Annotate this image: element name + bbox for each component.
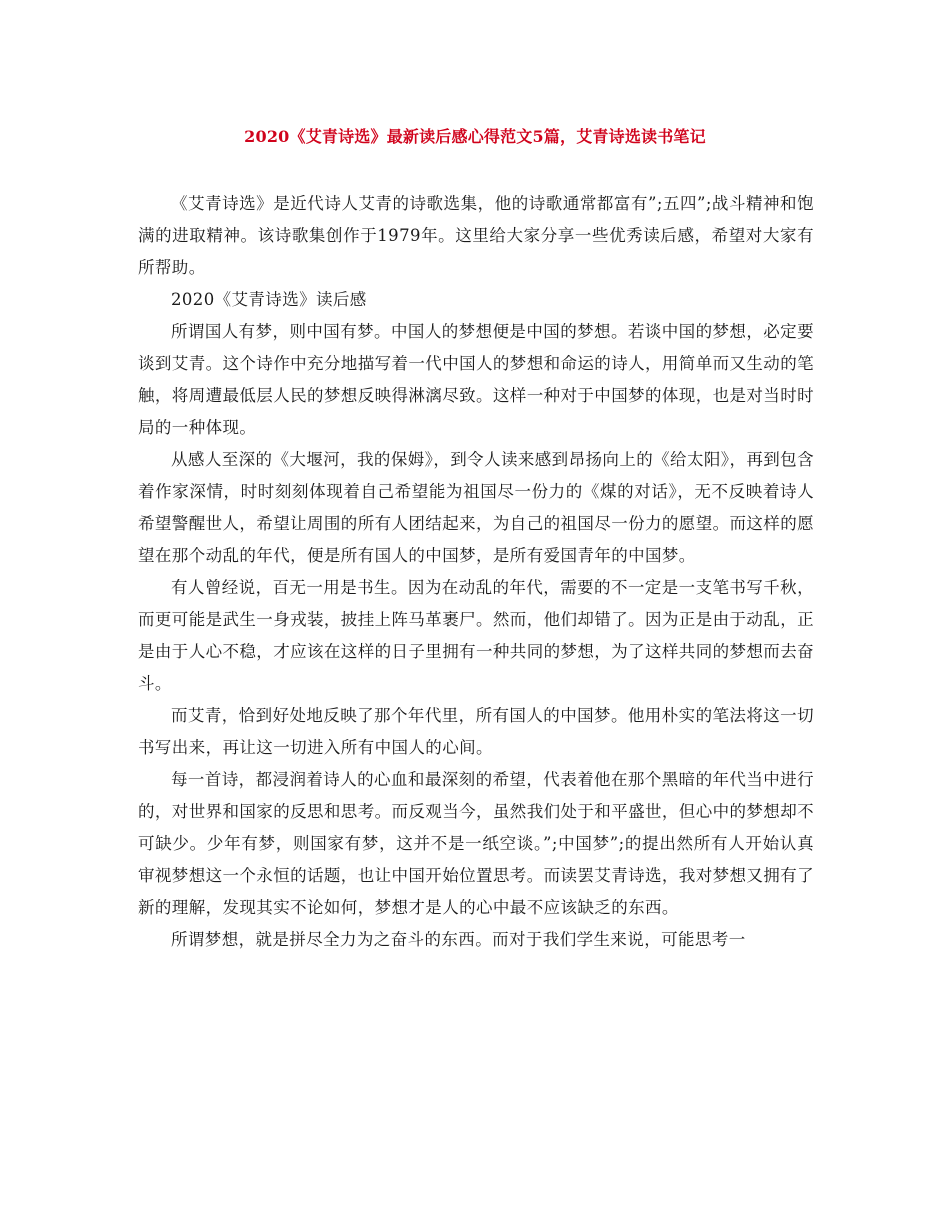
document-title: 2020《艾青诗选》最新读后感心得范文5篇，艾青诗选读书笔记: [244, 127, 706, 146]
section-heading: 2020《艾青诗选》读后感: [171, 290, 367, 309]
paragraph: 有人曾经说，百无一用是书生。因为在动乱的年代，需要的不一定是一支笔书写千秋，而更可能是武生一身戎装，披挂上阵马革裹尸。然而，他们却错了。因为正是由于动乱，正是由于人心不稳，才应该在这样的日子里拥有一种共同的梦想，为了这样共同的梦想而去奋斗。: [138, 578, 814, 693]
paragraph: 每一首诗，都浸润着诗人的心血和最深刻的希望，代表着他在那个黑暗的年代当中进行的，对世界和国家的反思和思考。而反观当今，虽然我们处于和平盛世，但心中的梦想却不可缺少。少年有梦，则国家有梦，这并不是一纸空谈。”;中国梦”;的提出然所有人开始认真审视梦想这一个永恒的话题，也让中国开始位置思考。而读罢艾青诗选，我对梦想又拥有了新的理解，发现其实不论如何，梦想才是人的心中最不应该缺乏的东西。: [138, 770, 814, 917]
paragraph: 所谓国人有梦，则中国有梦。中国人的梦想便是中国的梦想。若谈中国的梦想，必定要谈到艾青。这个诗作中充分地描写着一代中国人的梦想和命运的诗人，用简单而又生动的笔触，将周遭最低层人民的梦想反映得淋漓尽致。这样一种对于中国梦的体现，也是对当时时局的一种体现。: [138, 322, 814, 437]
document-body: [138, 188, 814, 956]
paragraph: 而艾青，恰到好处地反映了那个年代里，所有国人的中国梦。他用朴实的笔法将这一切书写出来，再让这一切进入所有中国人的心间。: [138, 706, 814, 757]
paragraph-truncated: 所谓梦想，就是拼尽全力为之奋斗的东西。而对于我们学生来说，可能思考一: [171, 930, 746, 949]
paragraph-intro: 《艾青诗选》是近代诗人艾青的诗歌选集，他的诗歌通常都富有”;五四”;战斗精神和饱满的进取精神。该诗歌集创作于1979年。这里给大家分享一些优秀读后感，希望对大家有所帮助。: [138, 194, 814, 277]
paragraph: 从感人至深的《大堰河，我的保姆》，到令人读来感到昂扬向上的《给太阳》，再到包含着作家深情，时时刻刻体现着自己希望能为祖国尽一份力的《煤的对话》，无不反映着诗人希望警醒世人，希望让周围的所有人团结起来，为自己的祖国尽一份力的愿望。而这样的愿望在那个动乱的年代，便是所有国人的中国梦，是所有爱国青年的中国梦。: [138, 450, 814, 565]
